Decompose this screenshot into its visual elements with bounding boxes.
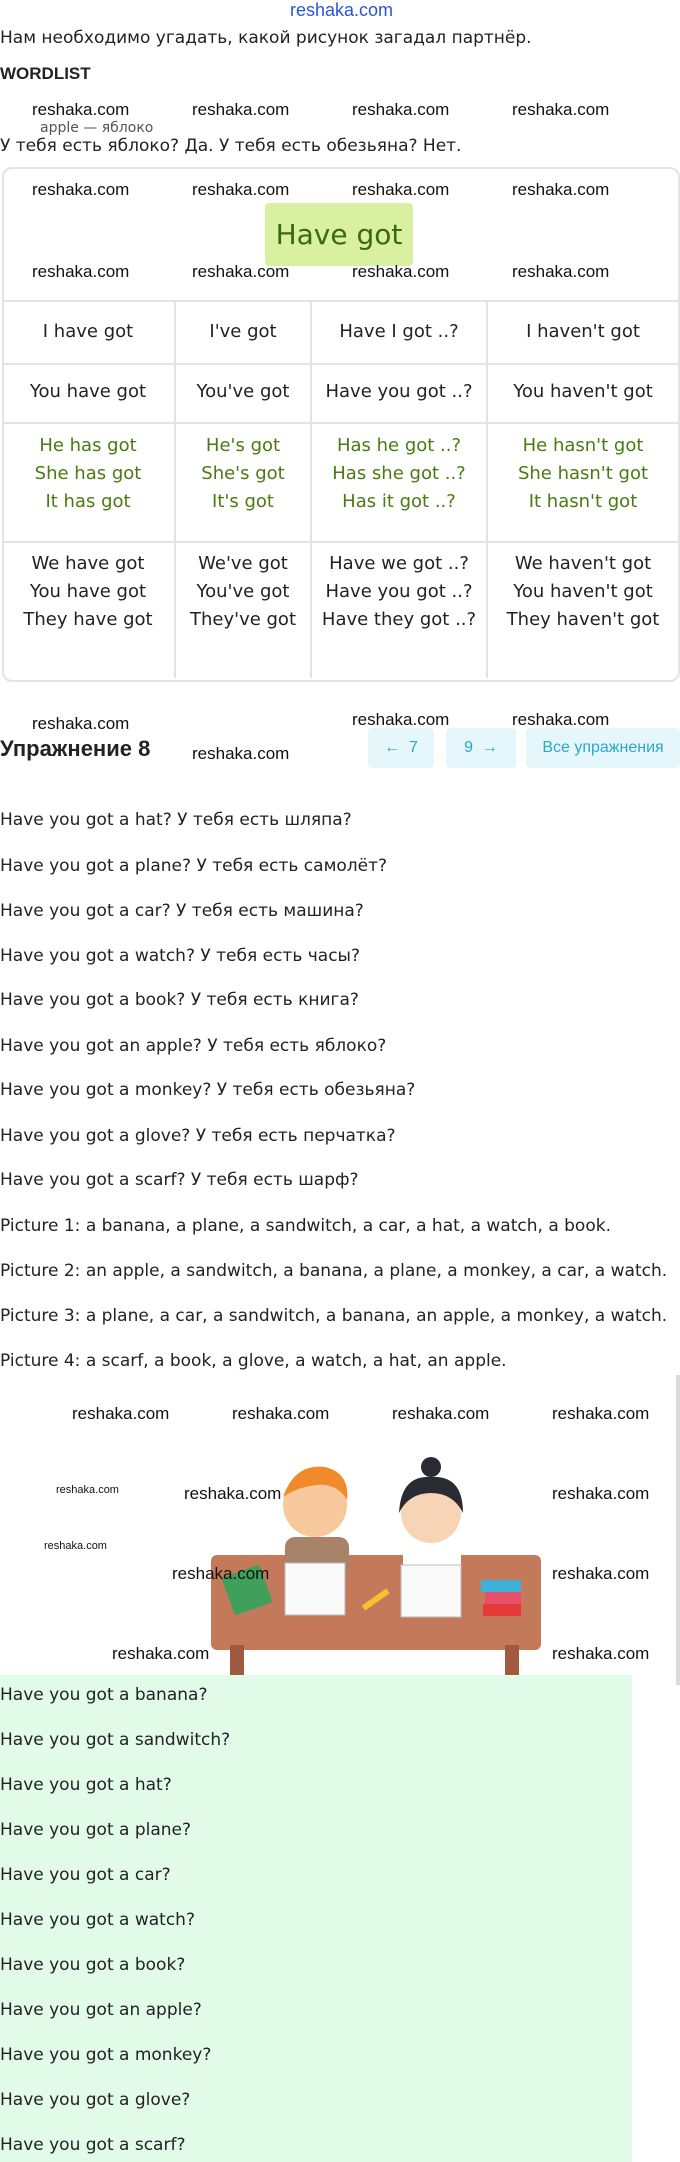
grammar-cell: He's got She's got It's got <box>201 435 285 512</box>
watermark: reshaka.com <box>512 180 610 199</box>
watermark: reshaka.com <box>32 262 130 281</box>
prev-exercise-button[interactable]: ← 7 <box>368 728 434 768</box>
exercise-title: Упражнение 8 <box>0 736 151 761</box>
grammar-cell: I haven't got <box>526 321 640 342</box>
watermark: reshaka.com <box>552 1564 650 1583</box>
picture-description: Picture 3: a plane, a car, a sandwitch, a banana, an apple, a monkey, a watch. <box>0 1306 668 1326</box>
watermark: reshaka.com <box>392 1404 490 1423</box>
answer-line: Have you got a banana? <box>0 1685 208 1705</box>
watermark: reshaka.com <box>56 1484 119 1496</box>
answer-line: Have you got a glove? <box>0 2090 191 2110</box>
watermark: reshaka.com <box>112 1644 210 1663</box>
grammar-cell: Have we got ..? Have you got ..? Have they got ..? <box>321 553 477 630</box>
answer-line: Have you got a monkey? <box>0 2045 212 2065</box>
grammar-cell: We have got You have got They have got <box>23 553 153 630</box>
answer-line: Have you got a scarf? <box>0 2135 186 2155</box>
grammar-heading: Have got <box>265 203 413 266</box>
watermark: reshaka.com <box>44 1540 107 1552</box>
arrow-right-icon: → <box>473 739 498 756</box>
picture-description: Picture 4: a scarf, a book, a glove, a watch, a hat, an apple. <box>0 1351 507 1371</box>
watermark: reshaka.com <box>184 1484 282 1503</box>
watermark: reshaka.com <box>352 180 450 199</box>
answer-line: Have you got a sandwitch? <box>0 1730 231 1750</box>
answer-line: Have you got a plane? <box>0 1820 192 1840</box>
watermark: reshaka.com <box>192 100 290 119</box>
watermark: reshaka.com <box>512 100 610 119</box>
all-exercises-button[interactable]: Все упражнения <box>526 728 680 768</box>
question-line: Have you got a monkey? У тебя есть обезьяна? <box>0 1080 416 1100</box>
grammar-cell: He has got She has got It has got <box>34 435 142 512</box>
watermark: reshaka.com <box>232 1404 330 1423</box>
watermark: reshaka.com <box>552 1404 650 1423</box>
intro-line2: У тебя есть яблоко? Да. У тебя есть обезьяна? Нет. <box>0 136 462 156</box>
answer-line: Have you got an apple? <box>0 2000 202 2020</box>
answer-line: Have you got a car? <box>0 1865 171 1885</box>
watermark: reshaka.com <box>172 1564 270 1583</box>
question-line: Have you got a plane? У тебя есть самолёт? <box>0 856 388 876</box>
grammar-cell: Have you got ..? <box>325 381 473 402</box>
watermark: reshaka.com <box>32 180 130 199</box>
wordlist-partial: apple — яблоко <box>40 120 154 136</box>
grammar-cell: Has he got ..? Has she got ..? Has it got ..? <box>332 435 466 512</box>
watermark: reshaka.com <box>352 100 450 119</box>
watermark: reshaka.com <box>552 1644 650 1663</box>
question-line: Have you got a watch? У тебя есть часы? <box>0 946 361 966</box>
scrollbar[interactable] <box>676 1375 680 1685</box>
watermark: reshaka.com <box>552 1484 650 1503</box>
answer-line: Have you got a hat? <box>0 1775 172 1795</box>
watermark: reshaka.com <box>352 710 450 729</box>
picture-description: Picture 2: an apple, a sandwitch, a banana, a plane, a monkey, a car, a watch. <box>0 1261 668 1281</box>
question-line: Have you got a scarf? У тебя есть шарф? <box>0 1170 359 1190</box>
question-line: Have you got a book? У тебя есть книга? <box>0 990 359 1010</box>
answer-line: Have you got a watch? <box>0 1910 195 1930</box>
picture-description: Picture 1: a banana, a plane, a sandwitch, a car, a hat, a watch, a book. <box>0 1216 611 1236</box>
grammar-cell: You haven't got <box>513 381 653 402</box>
intro-text: Нам необходимо угадать, какой рисунок загадал партнёр. <box>0 28 532 48</box>
grammar-cell: You have got <box>29 381 147 402</box>
grammar-cell: I have got <box>42 321 134 342</box>
watermark: reshaka.com <box>192 744 290 763</box>
grammar-cell: He hasn't got She hasn't got It hasn't got <box>517 435 649 512</box>
question-line: Have you got an apple? У тебя есть яблоко? <box>0 1036 387 1056</box>
next-exercise-button[interactable]: 9 → <box>446 728 516 768</box>
arrow-left-icon: ← <box>384 739 409 756</box>
grammar-cell: We've got You've got They've got <box>189 553 297 630</box>
watermark: reshaka.com <box>512 262 610 281</box>
grammar-cell: We haven't got You haven't got They haven't got <box>506 553 660 630</box>
question-line: Have you got a hat? У тебя есть шляпа? <box>0 810 352 830</box>
grammar-cell: You've got <box>196 381 290 402</box>
answer-line: Have you got a book? <box>0 1955 186 1975</box>
question-line: Have you got a glove? У тебя есть перчатка? <box>0 1126 396 1146</box>
grammar-cell: I've got <box>209 321 277 342</box>
watermark: reshaka.com <box>32 714 130 733</box>
watermark: reshaka.com <box>192 180 290 199</box>
grammar-cell: Have I got ..? <box>339 321 459 342</box>
watermark: reshaka.com <box>72 1404 170 1423</box>
wordlist-heading: WORDLIST <box>0 64 91 83</box>
question-line: Have you got a car? У тебя есть машина? <box>0 901 364 921</box>
site-logo[interactable]: reshaka.com <box>290 0 394 20</box>
watermark: reshaka.com <box>192 262 290 281</box>
watermark: reshaka.com <box>512 710 610 729</box>
watermark: reshaka.com <box>32 100 130 119</box>
children-illustration-image <box>205 1445 545 1675</box>
watermark: reshaka.com <box>352 262 450 281</box>
